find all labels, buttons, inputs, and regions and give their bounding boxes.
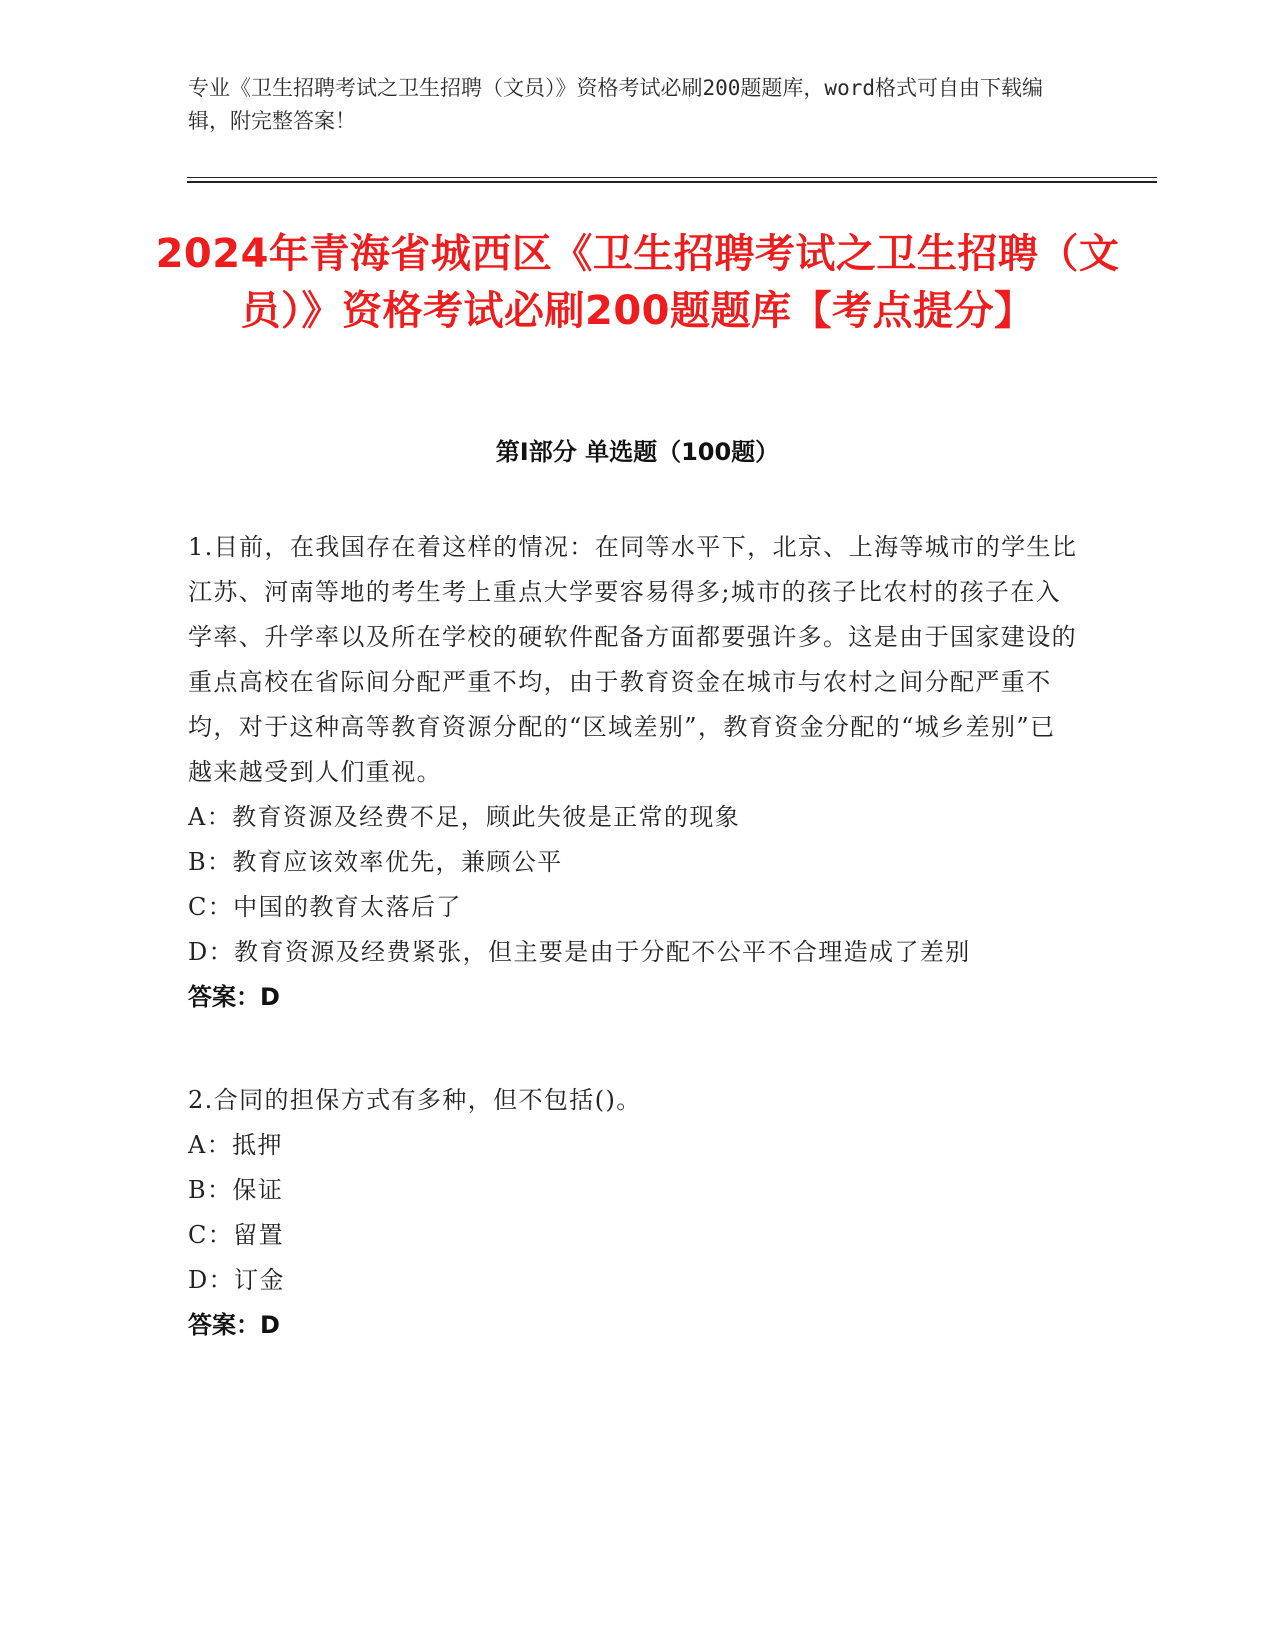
option-c: C：中国的教育太落后了 bbox=[188, 893, 462, 921]
answer-line: 答案：D bbox=[188, 1311, 280, 1339]
option-b: B：教育应该效率优先，兼顾公平 bbox=[188, 848, 563, 876]
header-divider-thick bbox=[187, 181, 1157, 183]
header-divider-thin bbox=[187, 177, 1157, 178]
option-b: B：保证 bbox=[188, 1176, 284, 1204]
section-title: 第Ⅰ部分 单选题（100题） bbox=[495, 438, 780, 466]
option-a: A：教育资源及经费不足，顾此失彼是正常的现象 bbox=[188, 803, 741, 831]
question-1 bbox=[188, 525, 1078, 1020]
question-stem: 1.目前，在我国存在着这样的情况：在同等水平下，北京、上海等城市的学生比江苏、河南等地的考生考上重点大学要容易得多;城市的孩子比农村的孩子在入学率、升学率以及所在学校的硬软件配备方面都要强许多。这是由于国家建设的重点高校在省际间分配严重不均，由于教育资金在城市与农村之间分配严重不均，对于这种高等教育资源分配的“区域差别”，教育资金分配的“城乡差别”已越来越受到人们重视。 bbox=[188, 533, 1078, 786]
answer-line: 答案：D bbox=[188, 983, 280, 1011]
option-d: D：订金 bbox=[188, 1266, 285, 1294]
question-2 bbox=[188, 1078, 1078, 1348]
option-c: C：留置 bbox=[188, 1221, 284, 1249]
header-note: 专业《卫生招聘考试之卫生招聘（文员）》资格考试必刷200题题库，word格式可自由下载编辑，附完整答案！ bbox=[188, 76, 1043, 133]
option-a: A：抵押 bbox=[188, 1131, 283, 1159]
question-list bbox=[188, 525, 1078, 1406]
question-stem: 2.合同的担保方式有多种，但不包括()。 bbox=[188, 1086, 642, 1114]
document-title: 2024年青海省城西区《卫生招聘考试之卫生招聘（文员）》资格考试必刷200题题库【考点提分】 bbox=[155, 231, 1120, 334]
option-d: D：教育资源及经费紧张，但主要是由于分配不公平不合理造成了差别 bbox=[188, 938, 971, 966]
